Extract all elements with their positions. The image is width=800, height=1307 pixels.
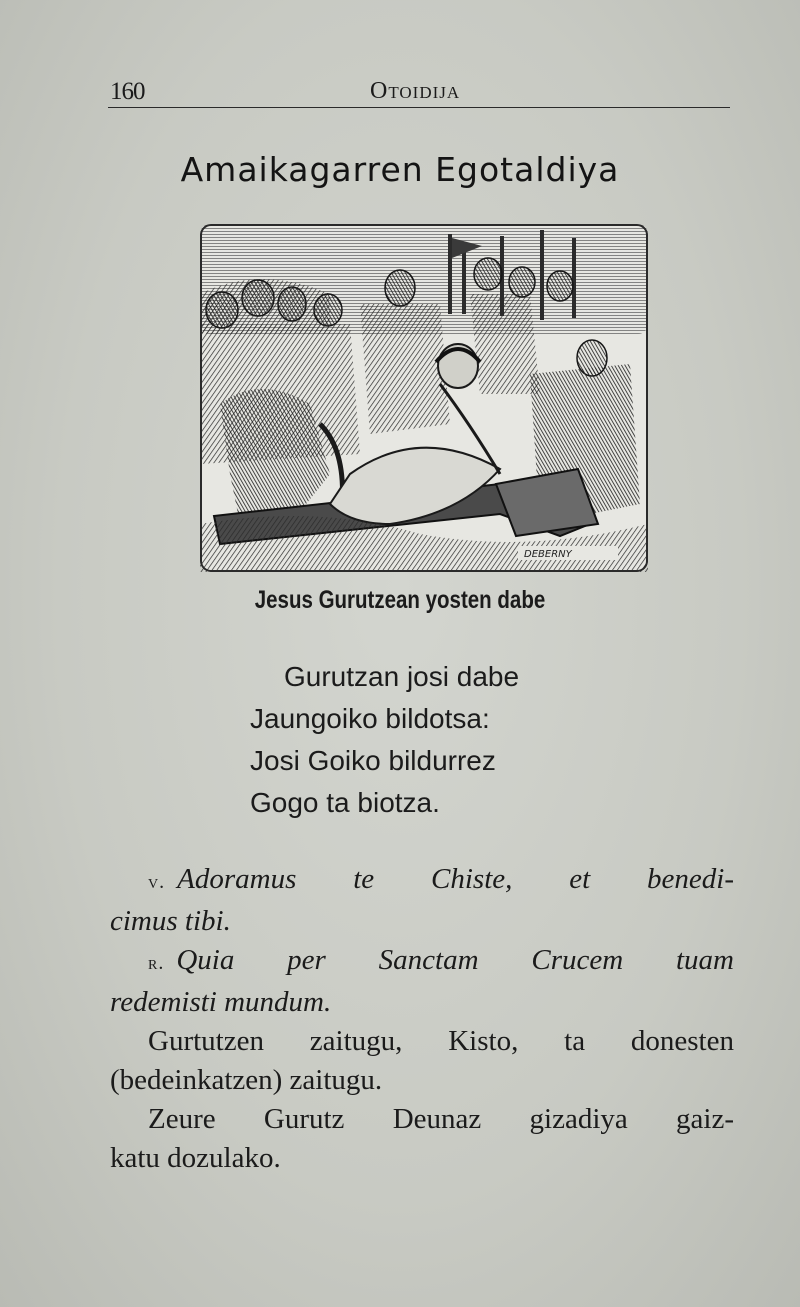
crucifixion-engraving (200, 224, 648, 572)
illustration-caption: Jesus Gurutzean yosten dabe (254, 586, 546, 614)
body-text (110, 860, 734, 1178)
response-label: r. (148, 952, 165, 974)
versicle-text-1: Adoramus te Chiste, et benedi- (177, 863, 734, 895)
paragraph-2-line-2: katu dozulako. (110, 1142, 281, 1174)
header-rule (108, 107, 730, 108)
page-number: 160 (110, 78, 145, 105)
response-text-2: redemisti mundum. (110, 986, 332, 1018)
page-header (108, 74, 730, 114)
verse-line: Josi Goiko bildurrez (250, 745, 496, 776)
paragraph-1-line-1: Gurtutzen zaitugu, Kisto, ta donesten (148, 1025, 734, 1057)
verse-line: Gogo ta biotza. (250, 787, 440, 818)
verse-line: Gurutzan josi dabe (284, 661, 520, 692)
chapter-title: Amaikagarren Egotaldiya (180, 150, 620, 189)
engraver-signature: DEBERNY (524, 549, 572, 560)
response-line-1 (110, 941, 734, 983)
versicle-line-1 (110, 860, 734, 902)
versicle-label: v. (148, 871, 166, 893)
paragraph-1-line-2: (bedeinkatzen) zaitugu. (110, 1064, 383, 1096)
running-title: Otoidija (370, 78, 461, 104)
verse-block (250, 656, 519, 824)
versicle-text-2: cimus tibi. (110, 905, 231, 937)
response-line-2 (110, 983, 734, 1022)
verse-line: Jaungoiko bildotsa: (250, 703, 490, 734)
versicle-line-2 (110, 902, 734, 941)
paragraph-2-line-1: Zeure Gurutz Deunaz gizadiya gaiz- (148, 1103, 734, 1135)
response-text-1: Quia per Sanctam Crucem tuam (176, 944, 734, 976)
